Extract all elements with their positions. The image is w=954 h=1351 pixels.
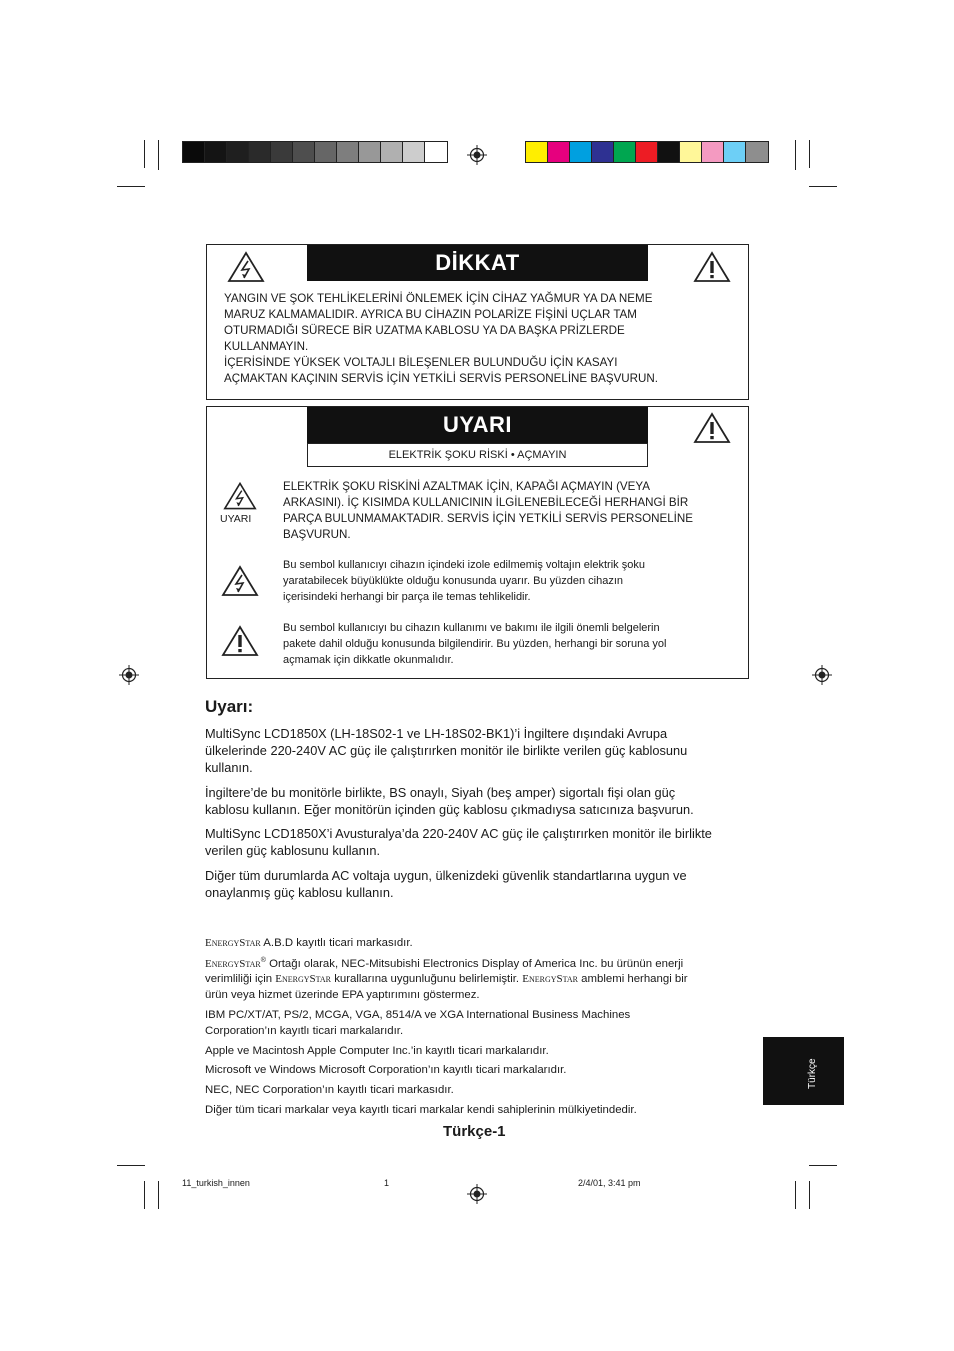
registered-mark: ® — [260, 956, 266, 964]
color-swatch — [658, 142, 680, 162]
crop-mark — [809, 1181, 810, 1209]
color-swatch — [636, 142, 658, 162]
text-line: içerisindeki herhangi bir parça ile temas tehlikelidir. — [283, 590, 531, 603]
trademark-line — [205, 953, 765, 973]
text-line: İngiltere’de bu monitörle birlikte, BS onaylı, Siyah (beş amper) sigortalı fişi olan güç — [205, 785, 676, 800]
uyari-box — [206, 406, 749, 679]
dikkat-text — [224, 291, 744, 387]
lightning-warning-icon — [221, 565, 259, 597]
gray-swatch — [227, 142, 249, 162]
trademark-line: Corporation’ın kayıtlı ticari markalarıdır. — [205, 1024, 404, 1037]
color-swatch — [526, 142, 548, 162]
text-line: açmamak için dikkatle okunmalıdır. — [283, 653, 454, 666]
text-line: Bu sembol kullanıcıyı cihazın içindeki izole edilmemiş voltajın elektrik şoku — [283, 559, 645, 571]
crop-mark — [158, 140, 159, 170]
registration-mark-icon — [812, 665, 832, 685]
uyari-section-paragraph — [205, 784, 765, 818]
text-line: KULLANMAYIN. — [224, 340, 309, 353]
color-swatch — [724, 142, 746, 162]
energystar-mark: EnergyStar — [522, 973, 579, 986]
text-line: ARKASINI). İÇ KISIMDA KULLANICININ İLGİLENEBİLECEĞİ HERHANGİ BİR — [283, 496, 689, 509]
uyari-subtitle: ELEKTRİK ŞOKU RİSKİ • AÇMAYIN — [388, 449, 567, 461]
text-line: verilen güç kablosunu kullanın. — [205, 843, 381, 858]
text-line: BAŞVURUN. — [283, 528, 351, 541]
crop-mark — [809, 186, 837, 187]
gray-swatch — [249, 142, 271, 162]
exclamation-warning-icon — [221, 625, 259, 657]
crop-mark — [117, 186, 145, 187]
footer-date: 2/4/01, 3:41 pm — [578, 1178, 641, 1188]
uyari-paragraph-1 — [283, 479, 743, 543]
text-line: ülkelerinde 220-240V AC güç ile çalıştırırken monitör ile birlikte verilen güç kablosunu — [205, 743, 688, 758]
crop-mark — [795, 140, 796, 170]
icon-caption: UYARI — [220, 513, 252, 525]
text-line: yaratabilecek büyüklükte olduğu konusunda uyarır. Bu yüzden cihazın — [283, 574, 623, 587]
color-swatch — [614, 142, 636, 162]
energystar-mark: EnergyStar — [205, 957, 261, 970]
gray-swatch — [359, 142, 381, 162]
trademark-line: IBM PC/XT/AT, PS/2, MCGA, VGA, 8514/A ve XGA International Business Machines — [205, 1008, 631, 1021]
gray-swatch — [315, 142, 337, 162]
crop-mark — [144, 140, 145, 168]
process-color-bar — [525, 141, 769, 163]
color-swatch — [702, 142, 724, 162]
color-swatch — [746, 142, 768, 162]
text-line: YANGIN VE ŞOK TEHLİKELERİNİ ÖNLEMEK İÇİN CİHAZ YAĞMUR YA DA NEME — [224, 292, 653, 305]
exclamation-warning-icon — [693, 412, 731, 444]
registration-mark-icon — [467, 1184, 487, 1204]
footer-filename: 11_turkish_innen — [182, 1178, 250, 1188]
gray-swatch — [403, 142, 425, 162]
registration-mark-icon — [467, 145, 487, 165]
crop-mark — [809, 1165, 837, 1166]
color-swatch — [592, 142, 614, 162]
crop-mark — [809, 140, 810, 168]
color-swatch — [548, 142, 570, 162]
energystar-mark: EnergyStar — [205, 937, 261, 949]
lightning-warning-icon — [223, 480, 257, 512]
dikkat-title: DİKKAT — [307, 245, 648, 281]
text-span: amblemi herhangi bir — [578, 973, 688, 986]
color-swatch — [570, 142, 592, 162]
energystar-mark: EnergyStar — [275, 973, 332, 986]
text-span: A.B.D kayıtlı ticari markasıdır. — [260, 937, 413, 949]
text-line: PARÇA BULUNMAMAKTADIR. SERVİS İÇİN YETKİLİ SERVİS PERSONELİNE — [283, 512, 693, 525]
gray-swatch — [293, 142, 315, 162]
crop-mark — [158, 1181, 159, 1209]
uyari-section-paragraph — [205, 867, 765, 901]
registration-mark-icon — [119, 665, 139, 685]
grayscale-color-bar — [182, 141, 448, 163]
color-swatch — [680, 142, 702, 162]
page-label: Türkçe-1 — [443, 1123, 506, 1140]
uyari-heading: Uyarı: — [205, 697, 254, 716]
text-span: kurallarına uygunluğunu belirlemiştir. — [331, 973, 523, 986]
text-line: AÇMAKTAN KAÇININ SERVİS İÇİN YETKİLİ SERVİS PERSONELİNE BAŞVURUN. — [224, 372, 659, 385]
trademark-line: Diğer tüm ticari markalar veya kayıtlı ticari markalar kendi sahiplerinin mülkiyetindedir. — [205, 1103, 637, 1116]
lightning-warning-icon — [227, 251, 265, 283]
uyari-paragraph-3 — [283, 621, 743, 668]
trademark-line: ürün veya hizmet üzerinde EPA yaptırımını göstermez. — [205, 989, 480, 1002]
text-line: kablosu kullanın. Eğer monitörün içinden güç kablosu çıkmadıysa satıcınıza başvurun. — [205, 802, 694, 817]
trademark-line: NEC, NEC Corporation’ın kayıtlı ticari markasıdır. — [205, 1084, 454, 1097]
uyari-section-paragraph — [205, 725, 765, 776]
text-line: İÇERİSİNDE YÜKSEK VOLTAJLI BİLEŞENLER BULUNDUĞU İÇİN KASAYI — [224, 356, 618, 369]
trademark-line — [205, 972, 765, 988]
side-tab-label: Türkçe — [807, 1058, 818, 1089]
uyari-section-paragraph — [205, 825, 765, 859]
text-line: MultiSync LCD1850X’i Avusturalya’da 220-240V AC güç ile çalıştırırken monitör ile birlikte — [205, 826, 712, 841]
dikkat-box — [206, 244, 749, 400]
text-line: Diğer tüm durumlarda AC voltaja uygun, ülkenizdeki güvenlik standartlarına uygun ve — [205, 868, 687, 883]
text-line: onaylanmış güç kablosu kullanın. — [205, 885, 394, 900]
gray-swatch — [271, 142, 293, 162]
text-line: Bu sembol kullanıcıyı bu cihazın kullanımı ve bakımı ile ilgili önemli belgelerin — [283, 622, 660, 634]
uyari-title: UYARI — [307, 407, 648, 443]
gray-swatch — [425, 142, 447, 162]
text-line: pakete dahil olduğu konusunda bilgilendirir. Bu yüzden, herhangi bir soruna yol — [283, 637, 667, 650]
crop-mark — [144, 1181, 145, 1209]
text-line: MARUZ KALMAMALIDIR. AYRICA BU CİHAZIN POLARİZE FİŞİNİ UÇLAR TAM — [224, 308, 637, 321]
gray-swatch — [205, 142, 227, 162]
text-span: Ortağı olarak, NEC-Mitsubishi Electronics Display of America Inc. bu ürünün enerji — [265, 957, 684, 970]
uyari-paragraph-2 — [283, 558, 743, 605]
text-line: MultiSync LCD1850X (LH-18S02-1 ve LH-18S02-BK1)’i İngiltere dışındaki Avrupa — [205, 726, 668, 741]
text-span: verimliliği için — [205, 973, 276, 986]
crop-mark — [795, 1181, 796, 1209]
trademarks — [205, 936, 765, 1119]
exclamation-warning-icon — [693, 251, 731, 283]
trademark-line — [205, 936, 765, 952]
text-line: ELEKTRİK ŞOKU RİSKİNİ AZALTMAK İÇİN, KAPAĞI AÇMAYIN (VEYA — [283, 480, 651, 493]
text-line: OTURMADIĞI SÜRECE BİR UZATMA KABLOSU YA DA BAŞKA PRİZLERDE — [224, 324, 625, 337]
crop-mark — [117, 1165, 145, 1166]
trademark-line: Apple ve Macintosh Apple Computer Inc.’in kayıtlı ticari markalarıdır. — [205, 1044, 549, 1057]
trademark-line: Microsoft ve Windows Microsoft Corporation’ın kayıtlı ticari markalarıdır. — [205, 1064, 567, 1077]
text-line: kullanın. — [205, 760, 253, 775]
footer-page-number: 1 — [384, 1178, 390, 1188]
gray-swatch — [183, 142, 205, 162]
gray-swatch — [337, 142, 359, 162]
uyari-subtitle-box — [307, 443, 648, 467]
language-side-tab — [763, 1037, 844, 1105]
gray-swatch — [381, 142, 403, 162]
